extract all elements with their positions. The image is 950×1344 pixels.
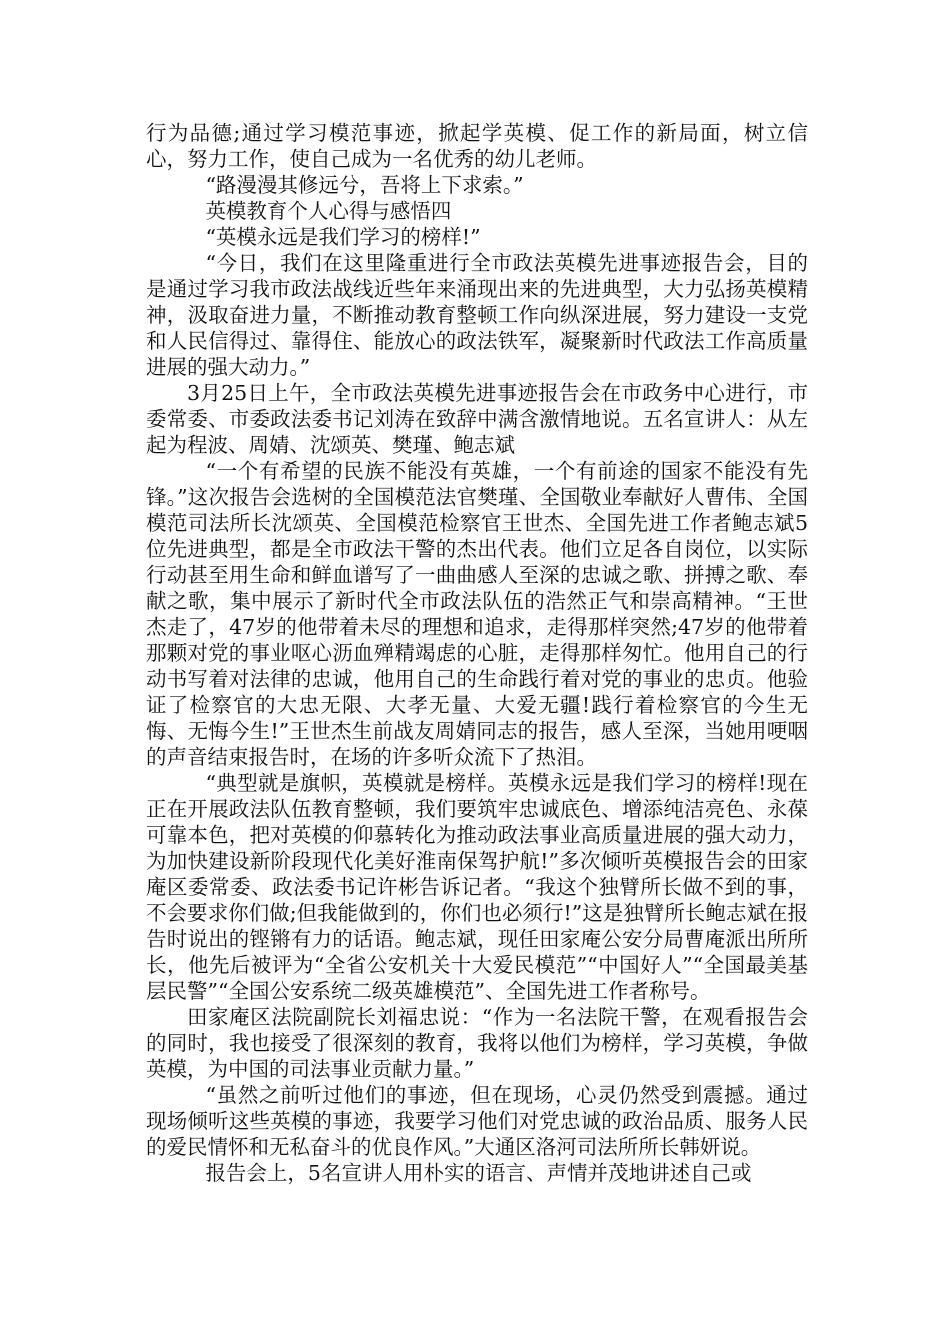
- paragraph: 田家庵区法院副院长刘福忠说：“作为一名法院干警，在观看报告会的同时，我也接受了很深刻的教育，我将以他们为榜样，学习英模，争做英模，为中国的司法事业贡献力量。”: [146, 1005, 808, 1081]
- paragraph: “英模永远是我们学习的榜样!”: [205, 225, 481, 249]
- paragraph: “虽然之前听过他们的事迹，但在现场，心灵仍然受到震撼。通过现场倾听这些英模的事迹，我要学习他们对党忠诚的政治品质、服务人民的爱民情怀和无私奋斗的优良作风。”大通区洛河司法所所长韩妍说。: [146, 1083, 808, 1159]
- paragraph: 报告会上，5名宣讲人用朴实的语言、声情并茂地讲述自己或: [205, 1161, 752, 1185]
- section-heading: 英模教育个人心得与感悟四: [205, 199, 452, 223]
- document-body: [146, 120, 808, 1186]
- paragraph: 3月25日上午，全市政法英模先进事迹报告会在市政务中心进行，市委常委、市委政法委书记刘涛在致辞中满含激情地说。五名宣讲人：从左起为程波、周婧、沈颂英、樊瑾、鲍志斌: [146, 381, 808, 457]
- paragraph: “今日，我们在这里隆重进行全市政法英模先进事迹报告会，目的是通过学习我市政法战线近些年来涌现出来的先进典型，大力弘扬英模精神，汲取奋进力量，不断推动教育整顿工作向纵深进展，努力建设一支党和人民信得过、靠得住、能放心的政法铁军，凝聚新时代政法工作高质量进展的强大动力。”: [146, 251, 808, 379]
- paragraph: 行为品德;通过学习模范事迹，掀起学英模、促工作的新局面，树立信心，努力工作，使自己成为一名优秀的幼儿老师。: [146, 121, 808, 171]
- paragraph: “典型就是旗帜，英模就是榜样。英模永远是我们学习的榜样!现在正在开展政法队伍教育整顿，我们要筑牢忠诚底色、增添纯洁亮色、永葆可靠本色，把对英模的仰慕转化为推动政法事业高质量进展的强大动力，为加快建设新阶段现代化美好淮南保驾护航!”多次倾听英模报告会的田家庵区委常委、政法委书记许彬告诉记者。“我这个独臂所长做不到的事，不会要求你们做;但我能做到的，你们也必须行!”这是独臂所长鲍志斌在报告时说出的铿锵有力的话语。鲍志斌，现任田家庵公安分局曹庵派出所所长，他先后被评为“全省公安机关十大爱民模范”“中国好人”“全国最美基层民警”“全国公安系统二级英雄模范”、全国先进工作者称号。: [146, 771, 808, 1003]
- paragraph: “路漫漫其修远兮，吾将上下求索。”: [205, 173, 524, 197]
- paragraph: “一个有希望的民族不能没有英雄，一个有前途的国家不能没有先锋。”这次报告会选树的全国模范法官樊瑾、全国敬业奉献好人曹伟、全国模范司法所长沈颂英、全国模范检察官王世杰、全国先进工作者鲍志斌5位先进典型，都是全市政法干警的杰出代表。他们立足各自岗位，以实际行动甚至用生命和鲜血谱写了一曲曲感人至深的忠诚之歌、拼搏之歌、奉献之歌，集中展示了新时代全市政法队伍的浩然正气和崇高精神。“王世杰走了，47岁的他带着未尽的理想和追求，走得那样突然;47岁的他带着那颗对党的事业呕心沥血殚精竭虑的心脏，走得那样匆忙。他用自己的行动书写着对法律的忠诚，他用自己的生命践行着对党的事业的忠贞。他验证了检察官的大忠无限、大孝无量、大爱无疆!践行着检察官的今生无悔、无悔今生!”王世杰生前战友周婧同志的报告，感人至深，当她用哽咽的声音结束报告时，在场的许多听众流下了热泪。: [146, 459, 808, 769]
